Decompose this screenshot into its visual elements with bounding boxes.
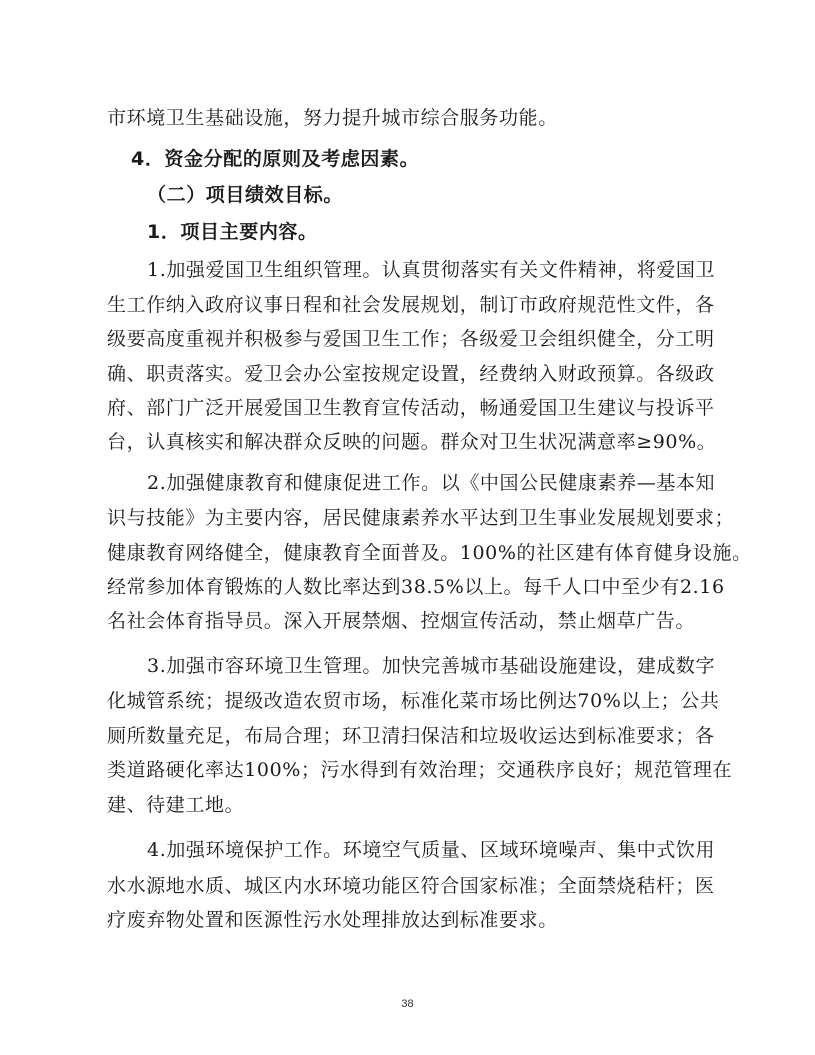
text-line-11: 2.加强健康教育和健康促进工作。以《中国公民健康素养—基本知 bbox=[147, 472, 716, 494]
text-line-12: 识与技能》为主要内容，居民健康素养水平达到卫生事业发展规划要求； bbox=[107, 507, 735, 529]
page-number: 38 bbox=[401, 998, 414, 1010]
section-heading-4: 4．资金分配的原则及考虑因素。 bbox=[131, 148, 420, 170]
text-line-1: 市环境卫生基础设施，努力提升城市综合服务功能。 bbox=[107, 107, 558, 129]
text-line-20: 建、待建工地。 bbox=[107, 794, 245, 816]
text-line-14: 经常参加体育锻炼的人数比率达到38.5%以上。每千人口中至少有2.16 bbox=[107, 576, 725, 598]
text-line-10: 台，认真核实和解决群众反映的问题。群众对卫生状况满意率≥90%。 bbox=[107, 431, 717, 453]
text-line-18: 厕所数量充足，布局合理；环卫清扫保洁和垃圾收运达到标准要求；各 bbox=[107, 725, 715, 747]
text-line-16: 3.加强市容环境卫生管理。加快完善城市基础设施建设，建成数字 bbox=[147, 655, 716, 677]
section-heading-1: 1．项目主要内容。 bbox=[147, 221, 318, 243]
text-line-17: 化城管系统；提级改造农贸市场，标准化菜市场比例达70%以上；公共 bbox=[107, 690, 720, 712]
text-line-22: 水水源地水质、城区内水环境功能区符合国家标准；全面禁烧秸杆；医 bbox=[107, 875, 715, 897]
text-line-8: 确、职责落实。爱卫会办公室按规定设置，经费纳入财政预算。各级政 bbox=[107, 363, 715, 385]
section-heading-2: （二）项目绩效目标。 bbox=[147, 184, 344, 206]
text-line-7: 级要高度重视并积极参与爱国卫生工作；各级爱卫会组织健全，分工明 bbox=[107, 328, 715, 350]
text-line-19: 类道路硬化率达100%；污水得到有效治理；交通秩序良好；规范管理在 bbox=[107, 759, 733, 781]
text-line-6: 生工作纳入政府议事日程和社会发展规划，制订市政府规范性文件，各 bbox=[107, 294, 715, 316]
text-line-15: 名社会体育指导员。深入开展禁烟、控烟宣传活动，禁止烟草广告。 bbox=[107, 610, 696, 632]
text-line-23: 疗废弃物处置和医源性污水处理排放达到标准要求。 bbox=[107, 909, 558, 931]
text-line-13: 健康教育网络健全，健康教育全面普及。100%的社区建有体育健身设施。 bbox=[107, 542, 752, 564]
text-line-21: 4.加强环境保护工作。环境空气质量、区域环境噪声、集中式饮用 bbox=[147, 839, 716, 861]
text-line-9: 府、部门广泛开展爱国卫生教育宣传活动，畅通爱国卫生建议与投诉平 bbox=[107, 397, 715, 419]
text-line-5: 1.加强爱国卫生组织管理。认真贯彻落实有关文件精神，将爱国卫 bbox=[147, 259, 716, 281]
